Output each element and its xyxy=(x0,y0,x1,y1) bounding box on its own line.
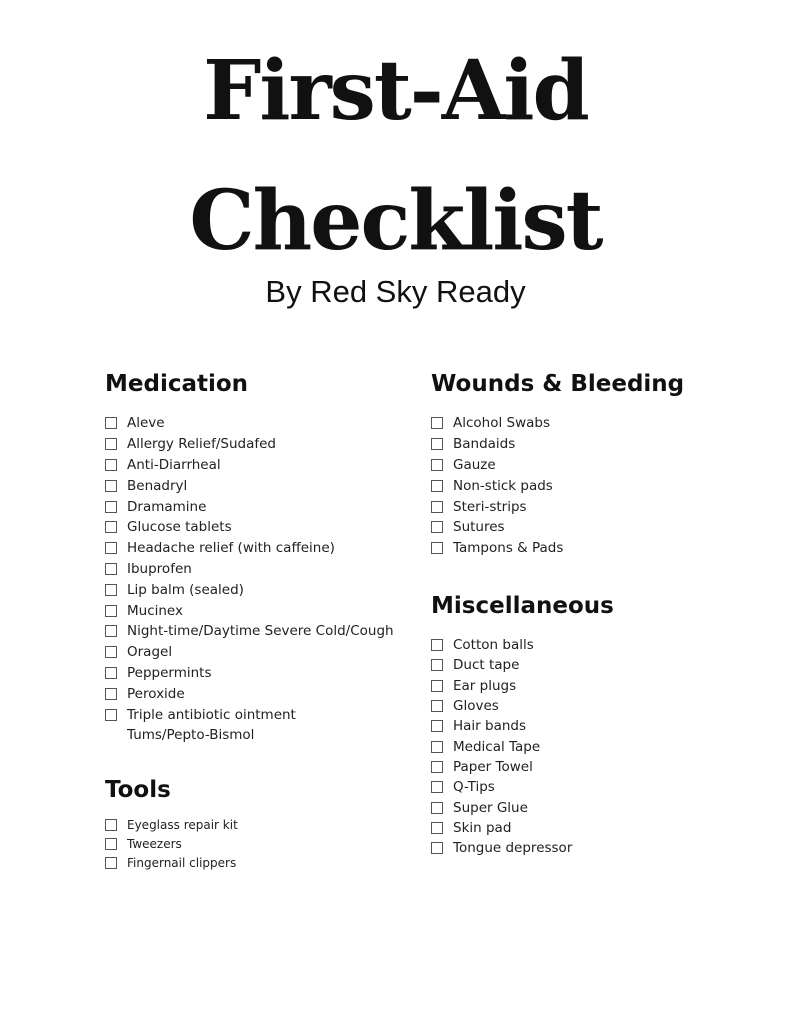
checklist-item xyxy=(431,777,572,797)
checkbox[interactable] xyxy=(431,741,443,753)
checklist-item xyxy=(105,600,394,621)
checkbox[interactable] xyxy=(105,646,117,658)
checklist-item xyxy=(431,716,572,736)
checkbox[interactable] xyxy=(431,417,443,429)
checklist-item-label: Triple antibiotic ointment xyxy=(127,706,296,723)
checklist-item-label: Glucose tablets xyxy=(127,519,232,536)
checkbox[interactable] xyxy=(105,838,117,850)
checkbox[interactable] xyxy=(105,605,117,617)
checklist-item-label: Alcohol Swabs xyxy=(453,415,551,432)
checklist-item-label: Peroxide xyxy=(127,685,185,702)
checklist-item xyxy=(431,517,563,538)
checklist-item xyxy=(431,496,563,517)
checkbox[interactable] xyxy=(431,438,443,450)
checklist-item-label: Benadryl xyxy=(127,477,188,494)
checklist-item-label: Steri-strips xyxy=(453,498,527,515)
checklist-item-label: Skin pad xyxy=(453,819,512,836)
checklist-item-label: Ear plugs xyxy=(453,677,517,694)
checklist-item-label: Headache relief (with caffeine) xyxy=(127,540,335,557)
checklist-item xyxy=(431,757,572,777)
checklist-item-label: Cotton balls xyxy=(453,637,534,654)
checklist-item xyxy=(105,475,394,496)
checkbox[interactable] xyxy=(105,417,117,429)
checklist-item-label: Gauze xyxy=(453,456,496,473)
checklist-item xyxy=(105,642,394,663)
checkbox[interactable] xyxy=(431,802,443,814)
checkbox[interactable] xyxy=(105,709,117,721)
checklist-item-label: Night-time/Daytime Severe Cold/Cough xyxy=(127,623,394,640)
checklist-item-label: Super Glue xyxy=(453,799,528,816)
checklist-item xyxy=(431,434,563,455)
checklist-item-label: Bandaids xyxy=(453,436,516,453)
checklist-item-label: Tampons & Pads xyxy=(453,540,564,557)
checklist-item xyxy=(105,517,394,538)
checkbox[interactable] xyxy=(431,459,443,471)
checkbox[interactable] xyxy=(431,542,443,554)
section-heading-tools: Tools xyxy=(105,777,171,803)
checklist-item-label: Paper Towel xyxy=(453,758,533,775)
checkbox[interactable] xyxy=(431,480,443,492)
checklist-item-label: Tongue depressor xyxy=(453,840,573,857)
checklist-item-label: Q-Tips xyxy=(453,779,495,796)
checklist-item xyxy=(105,683,394,704)
checklist-item xyxy=(431,635,572,655)
checklist-item xyxy=(105,559,394,580)
checklist-item xyxy=(431,655,572,675)
checklist-item xyxy=(431,455,563,476)
checklist-item xyxy=(105,538,394,559)
misc-list xyxy=(431,635,572,858)
checkbox[interactable] xyxy=(105,521,117,533)
checklist-item-label: Fingernail clippers xyxy=(127,855,237,870)
checkbox[interactable] xyxy=(105,819,117,831)
checklist-item xyxy=(431,475,563,496)
section-heading-wounds: Wounds & Bleeding xyxy=(431,371,685,397)
checkbox[interactable] xyxy=(105,459,117,471)
checkbox[interactable] xyxy=(431,639,443,651)
checklist-item-label: Non-stick pads xyxy=(453,477,553,494)
checkbox[interactable] xyxy=(105,584,117,596)
checkbox[interactable] xyxy=(431,700,443,712)
checklist-item-label: Aleve xyxy=(127,415,165,432)
section-heading-misc: Miscellaneous xyxy=(431,593,614,619)
checklist-item-label: Anti-Diarrheal xyxy=(127,456,221,473)
checkbox[interactable] xyxy=(105,501,117,513)
checkbox[interactable] xyxy=(105,480,117,492)
checklist-item xyxy=(431,838,572,858)
checklist-item-label: Sutures xyxy=(453,519,505,536)
checklist-item xyxy=(431,696,572,716)
checkbox[interactable] xyxy=(431,680,443,692)
checklist-item-label: Medical Tape xyxy=(453,738,541,755)
checklist-item xyxy=(431,736,572,756)
checklist-item xyxy=(105,496,394,517)
checkbox[interactable] xyxy=(105,857,117,869)
checklist-item xyxy=(105,663,394,684)
checklist-item xyxy=(431,676,572,696)
checklist-item xyxy=(431,413,563,434)
checklist-item xyxy=(105,434,394,455)
checklist-item-label: Peppermints xyxy=(127,664,212,681)
page-title-line-1: First-Aid xyxy=(203,43,588,139)
checklist-item-label: Allergy Relief/Sudafed xyxy=(127,436,276,453)
checklist-item-label: Tweezers xyxy=(127,836,182,851)
checklist-item-label: Ibuprofen xyxy=(127,560,192,577)
checklist-item xyxy=(105,413,394,434)
checklist-item-label: Gloves xyxy=(453,698,499,715)
checkbox[interactable] xyxy=(431,761,443,773)
checkbox[interactable] xyxy=(431,720,443,732)
checklist-item xyxy=(105,455,394,476)
medication-list xyxy=(105,413,394,746)
checklist-item-label: Mucinex xyxy=(127,602,183,619)
page-title-line-2: Checklist xyxy=(189,173,602,269)
checklist-item-label: Dramamine xyxy=(127,498,207,515)
checkbox[interactable] xyxy=(105,563,117,575)
checkbox[interactable] xyxy=(431,822,443,834)
checklist-item xyxy=(431,797,572,817)
checklist-item xyxy=(105,815,238,834)
checklist-item-label: Eyeglass repair kit xyxy=(127,817,238,832)
section-heading-medication: Medication xyxy=(105,371,249,397)
checklist-item xyxy=(431,538,563,559)
checklist-item-label: Hair bands xyxy=(453,718,527,735)
checklist-item xyxy=(105,704,394,725)
checkbox[interactable] xyxy=(105,625,117,637)
checklist-item xyxy=(431,818,572,838)
checkbox[interactable] xyxy=(105,438,117,450)
page-subtitle: By Red Sky Ready xyxy=(265,274,526,309)
checklist-item-label: Lip balm (sealed) xyxy=(127,581,244,598)
checklist-item-label: Tums/Pepto-Bismol xyxy=(127,727,255,744)
checkbox[interactable] xyxy=(105,542,117,554)
checklist-item xyxy=(105,725,394,746)
checklist-item xyxy=(105,853,238,872)
checkbox[interactable] xyxy=(431,842,443,854)
checkbox[interactable] xyxy=(431,501,443,513)
checklist-item-label: Duct tape xyxy=(453,657,520,674)
checkbox[interactable] xyxy=(431,781,443,793)
checkbox[interactable] xyxy=(105,667,117,679)
checklist-item xyxy=(105,834,238,853)
checklist-item xyxy=(105,621,394,642)
checklist-item-label: Oragel xyxy=(127,644,173,661)
wounds-list xyxy=(431,413,563,559)
checklist-item xyxy=(105,579,394,600)
checkbox[interactable] xyxy=(105,688,117,700)
checkbox[interactable] xyxy=(431,659,443,671)
tools-list xyxy=(105,815,238,873)
checkbox[interactable] xyxy=(431,521,443,533)
